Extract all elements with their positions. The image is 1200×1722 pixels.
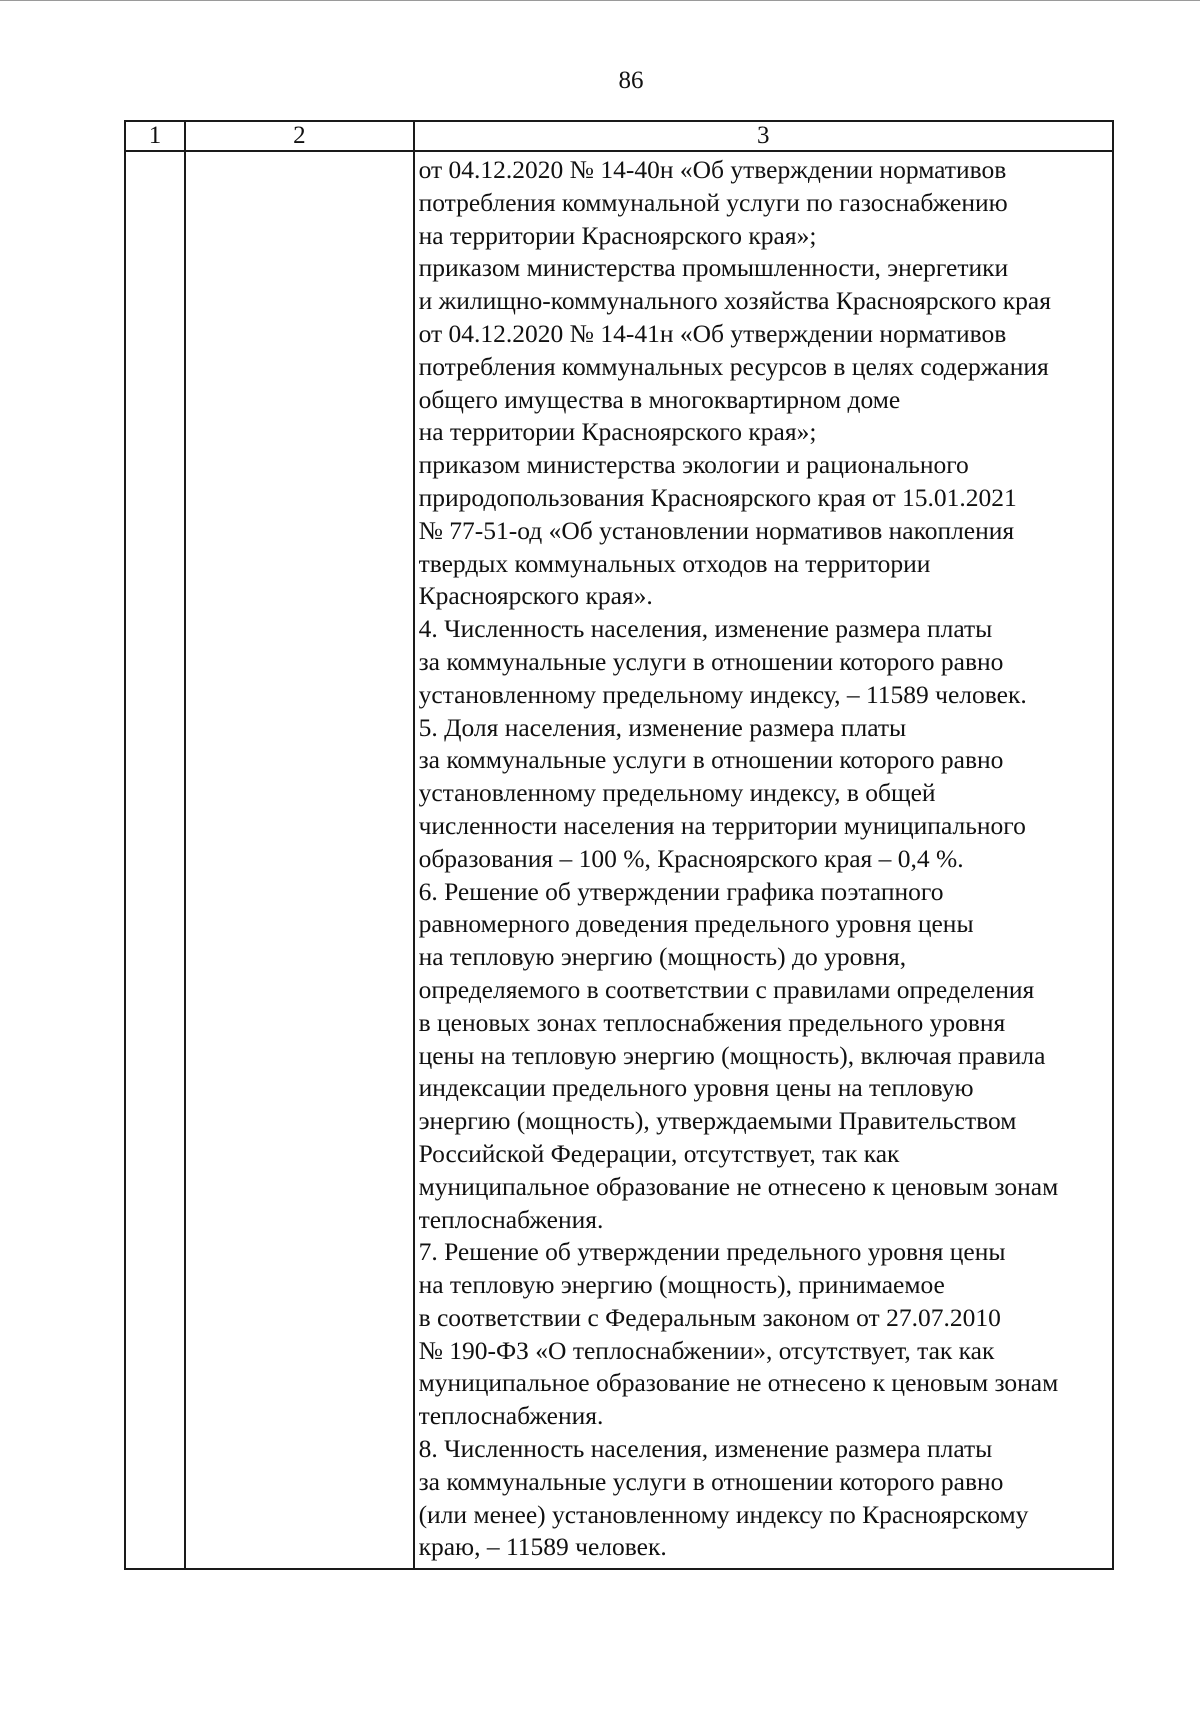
text-line: энергию (мощность), утверждаемыми Правительством	[418, 1106, 1017, 1136]
text-line: от 04.12.2020 № 14-40н «Об утверждении нормативов	[418, 155, 1007, 184]
text-line: численности населения на территории муниципального	[418, 810, 1026, 840]
text-line: общего имущества в многоквартирном доме	[418, 384, 901, 414]
page-top-edge	[0, 0, 1200, 1]
text-line: муниципальное образование не отнесено к ценовым зонам	[418, 1368, 1059, 1398]
text-line: за коммунальные услуги в отношении которого равно	[418, 1466, 1004, 1496]
text-line: теплоснабжения.	[418, 1401, 604, 1431]
text-line: твердых коммунальных отходов на территории	[418, 548, 931, 578]
text-line: муниципальное образование не отнесено к ценовым зонам	[418, 1171, 1059, 1201]
text-line: 7. Решение об утверждении предельного уровня цены	[418, 1237, 1006, 1267]
text-line: на территории Красноярского края»;	[418, 417, 817, 447]
text-line: природопользования Красноярского края от 15.01.2021	[418, 482, 1017, 512]
text-line: на тепловую энергию (мощность), принимаемое	[418, 1270, 945, 1300]
text-line: № 190-ФЗ «О теплоснабжении», отсутствует, так как	[418, 1335, 995, 1365]
text-line: (или менее) установленному индексу по Красноярскому	[418, 1499, 1029, 1529]
text-line: образования – 100 %, Красноярского края – 0,4 %.	[418, 843, 964, 873]
text-line: 8. Численность населения, изменение размера платы	[418, 1434, 993, 1464]
header-cell-3: 3	[414, 121, 1113, 151]
text-line: в соответствии с Федеральным законом от 27.07.2010	[418, 1302, 1001, 1332]
text-line: в ценовых зонах теплоснабжения предельного уровня	[418, 1007, 1006, 1037]
page-number: 86	[618, 67, 644, 94]
text-line: потребления коммунальных ресурсов в целях содержания	[418, 351, 1049, 381]
text-line: потребления коммунальной услуги по газоснабжению	[418, 187, 1008, 217]
text-line: 4. Численность населения, изменение размера платы	[418, 614, 993, 644]
text-line: за коммунальные услуги в отношении которого равно	[418, 646, 1004, 676]
text-line: за коммунальные услуги в отношении которого равно	[418, 745, 1004, 775]
text-line: установленному предельному индексу, в общей	[418, 778, 936, 808]
text-line: приказом министерства экологии и рационального	[418, 450, 969, 480]
text-line: 6. Решение об утверждении графика поэтапного	[418, 876, 944, 906]
cell-col2	[185, 151, 413, 1569]
text-line: приказом министерства промышленности, энергетики	[418, 253, 1009, 283]
text-line: 5. Доля населения, изменение размера платы	[418, 712, 907, 742]
header-cell-1: 1	[125, 121, 185, 151]
cell-col1	[125, 151, 185, 1569]
document-table	[124, 120, 1114, 1570]
text-line: на территории Красноярского края»;	[418, 220, 817, 250]
text-line: на тепловую энергию (мощность) до уровня,	[418, 942, 907, 972]
text-line: и жилищно-коммунального хозяйства Красноярского края	[418, 286, 1051, 316]
text-line: равномерного доведения предельного уровня цены	[418, 909, 974, 939]
text-line: установленному предельному индексу, – 11589 человек.	[418, 679, 1027, 709]
table-row	[125, 151, 1113, 1569]
text-line: от 04.12.2020 № 14-41н «Об утверждении нормативов	[418, 318, 1007, 348]
header-cell-2: 2	[185, 121, 413, 151]
table-header-row	[125, 121, 1113, 151]
text-line: краю, – 11589 человек.	[418, 1532, 667, 1562]
cell-col3-text	[415, 152, 1112, 1564]
text-line: определяемого в соответствии с правилами определения	[418, 974, 1035, 1004]
text-line: индексации предельного уровня цены на тепловую	[418, 1073, 974, 1103]
text-line: Красноярского края».	[418, 581, 653, 611]
text-line: № 77-51-од «Об установлении нормативов накопления	[418, 515, 1015, 545]
cell-col3	[414, 151, 1113, 1569]
text-line: Российской Федерации, отсутствует, так как	[418, 1138, 900, 1168]
text-line: цены на тепловую энергию (мощность), включая правила	[418, 1040, 1046, 1070]
text-line: теплоснабжения.	[418, 1204, 604, 1234]
